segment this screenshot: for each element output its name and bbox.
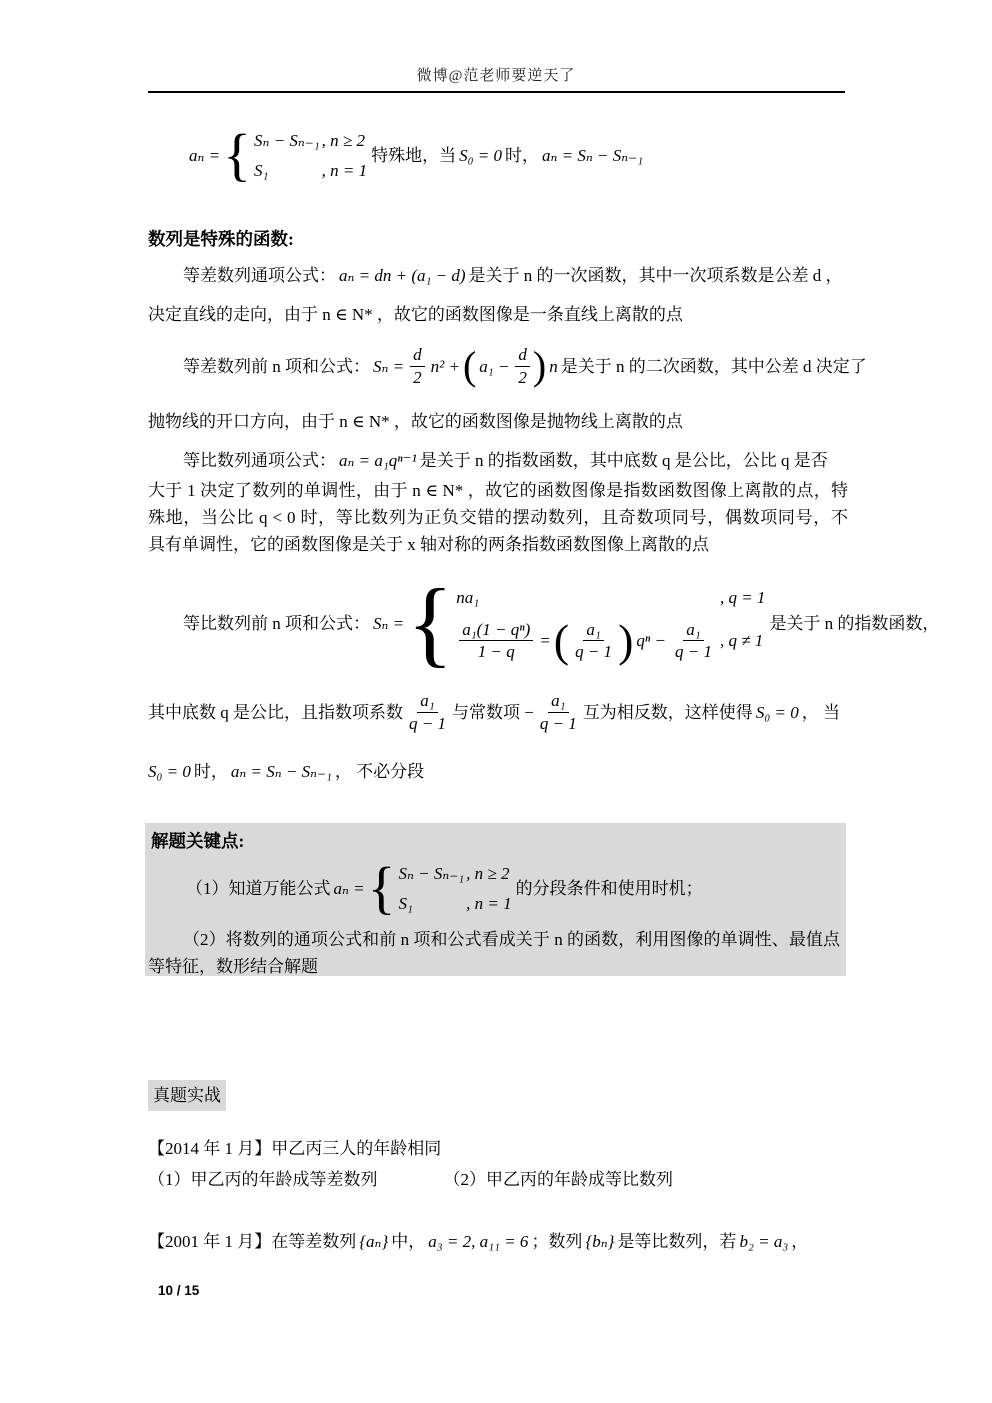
geo-sum-mid: qⁿ − bbox=[636, 631, 666, 650]
paragraph-text: 时， bbox=[193, 762, 228, 781]
page-number: 10 / 15 bbox=[158, 1283, 200, 1298]
fraction-denominator: q − 1 bbox=[674, 642, 712, 661]
geo-general-paragraph bbox=[148, 443, 848, 558]
case-cond: , q ≠ 1 bbox=[719, 631, 764, 650]
question-text: 是等比数列，若 bbox=[617, 1232, 737, 1251]
paragraph-text: 与常数项 − bbox=[451, 702, 534, 722]
key-point-item-1 bbox=[186, 855, 846, 921]
inline-math: a₃ = 2, a₁₁ = 6 bbox=[428, 1232, 529, 1251]
practice-section bbox=[148, 1080, 226, 1111]
inline-math: S₀ = 0 bbox=[148, 762, 191, 781]
geo-sum-conclusion-line bbox=[148, 758, 424, 785]
intro-formula-math: aₙ = Sₙ − Sₙ₋₁ bbox=[541, 145, 643, 165]
case-cond: , n ≥ 2 bbox=[321, 130, 365, 150]
fraction-numerator: a₁ bbox=[548, 690, 568, 712]
geo-general-line4: 具有单调性，它的函数图像是关于 x 轴对称的两条指数函数图像上离散的点 bbox=[148, 535, 709, 554]
question-text: 在等差数列 bbox=[271, 1232, 357, 1251]
intro-formula-cases bbox=[254, 127, 367, 184]
paragraph-text: 互为相反数，这样使得 bbox=[582, 702, 753, 722]
case-expr: Sₙ − Sₙ₋₁ bbox=[398, 863, 465, 883]
question-2001 bbox=[148, 1228, 808, 1255]
key-point-item-2: （2）将数列的通项公式和前 n 项和公式看成关于 n 的函数，利用图像的单调性、最值点等特征，数形结合解题 bbox=[148, 930, 840, 976]
right-paren-icon: ) bbox=[532, 343, 547, 388]
left-brace-icon: { bbox=[367, 855, 396, 921]
paragraph-text: 是关于 n 的二次函数，其中公差 d 决定了 bbox=[560, 356, 867, 376]
fraction-denominator: q − 1 bbox=[409, 713, 446, 733]
item-lead: （1）知道万能公式 bbox=[186, 878, 331, 898]
fraction-numerator: a₁ bbox=[683, 619, 703, 641]
fraction-numerator: d bbox=[410, 344, 425, 366]
fraction-denominator: q − 1 bbox=[575, 642, 613, 661]
arith-general-formula: aₙ = dn + (a₁ − d) bbox=[339, 265, 466, 285]
fraction bbox=[672, 619, 715, 663]
question-2014-options bbox=[148, 1166, 673, 1193]
paragraph-text: 是关于 n 的指数函数，其中底数 q 是公比，公比 q 是否 bbox=[419, 450, 828, 470]
question-text: ， bbox=[791, 1232, 809, 1251]
fraction-denominator: q − 1 bbox=[539, 713, 577, 733]
inline-math: {bₙ} bbox=[585, 1232, 615, 1251]
case-expr bbox=[456, 614, 718, 666]
arith-sum-lhs: Sₙ = bbox=[373, 356, 405, 376]
fraction-denominator: 2 bbox=[413, 367, 422, 387]
case-cond: , n = 1 bbox=[321, 160, 368, 180]
case-expr: na₁ bbox=[456, 587, 480, 607]
paragraph-lead: 等比数列通项公式： bbox=[183, 450, 336, 470]
left-brace-icon: { bbox=[407, 569, 454, 677]
geo-general-formula: aₙ = a₁qⁿ⁻¹ bbox=[339, 450, 417, 470]
case-expr: S₁ bbox=[253, 160, 269, 180]
arith-sum-line2: 抛物线的开口方向，由于 n ∈ N* ，故它的函数图像是抛物线上离散的点 bbox=[148, 412, 683, 431]
geo-general-line2: 大于 1 决定了数列的单调性，由于 n ∈ N* ，故它的函数图像是指数函数图像上离散的点，特 bbox=[148, 481, 848, 500]
fraction bbox=[572, 619, 615, 663]
keybox-cases bbox=[398, 860, 511, 917]
left-paren-icon: ( bbox=[462, 343, 477, 388]
intro-formula-text: 特殊地，当 bbox=[371, 145, 457, 165]
geo-sum-cases bbox=[456, 584, 766, 666]
key-points-box bbox=[145, 823, 846, 976]
inline-math: {aₙ} bbox=[359, 1232, 389, 1251]
geo-general-line1 bbox=[183, 443, 848, 477]
paragraph-text: ， 当 bbox=[801, 702, 840, 722]
fraction bbox=[406, 690, 449, 734]
geo-sum-lhs: Sₙ = bbox=[373, 613, 405, 633]
fraction-denominator: 1 − q bbox=[477, 642, 515, 661]
arith-general-line1 bbox=[183, 254, 843, 296]
intro-formula bbox=[186, 124, 646, 186]
option-2: （2）甲乙丙的年龄成等比数列 bbox=[443, 1170, 673, 1189]
arith-sum-mid: n² + bbox=[430, 356, 460, 376]
key-points-heading: 解题关键点: bbox=[151, 831, 245, 851]
arith-sum-line1 bbox=[183, 335, 867, 397]
geo-sum-explain-line bbox=[148, 684, 840, 740]
fraction bbox=[410, 344, 425, 388]
practice-label: 真题实战 bbox=[148, 1080, 226, 1111]
left-paren-icon: ( bbox=[553, 614, 570, 666]
fraction-denominator: 2 bbox=[518, 367, 527, 387]
paragraph-lead: 等比数列前 n 项和公式： bbox=[183, 613, 370, 633]
question-text: 中， bbox=[391, 1232, 426, 1251]
fraction bbox=[537, 690, 580, 734]
question-tag: 【2001 年 1 月】 bbox=[148, 1232, 272, 1251]
fraction-numerator: a₁ bbox=[583, 619, 603, 641]
paragraph-lead: 等差数列通项公式： bbox=[183, 265, 336, 285]
paragraph-text: 其中底数 q 是公比，且指数项系数 bbox=[148, 702, 403, 722]
inline-math: b₂ = a₃ bbox=[739, 1232, 789, 1251]
arith-general-line2: 决定直线的走向，由于 n ∈ N* ，故它的函数图像是一条直线上离散的点 bbox=[148, 305, 683, 324]
fraction-numerator: a₁ bbox=[417, 690, 437, 712]
case-cond: , n = 1 bbox=[466, 893, 512, 913]
fraction-numerator: d bbox=[515, 344, 530, 366]
inline-math: S₀ = 0 bbox=[755, 702, 799, 722]
arith-sum-inner: a₁ − bbox=[479, 356, 510, 376]
case-cond: , q = 1 bbox=[719, 587, 766, 607]
question-text: 甲乙丙三人的年龄相同 bbox=[271, 1139, 442, 1158]
fraction-numerator: a₁(1 − qⁿ) bbox=[459, 619, 533, 641]
inline-math: aₙ = Sₙ − Sₙ₋₁ bbox=[230, 762, 332, 781]
geo-sum-formula bbox=[183, 569, 940, 677]
fraction bbox=[515, 344, 530, 388]
case-expr: S₁ bbox=[398, 893, 413, 913]
intro-formula-lhs: aₙ = bbox=[189, 145, 221, 165]
case-expr: Sₙ − Sₙ₋₁ bbox=[253, 130, 320, 150]
right-paren-icon: ) bbox=[618, 614, 634, 666]
geo-general-line3: 殊地，当公比 q < 0 时，等比数列为正负交错的摆动数列，且奇数项同号，偶数项同号，不 bbox=[148, 508, 848, 527]
equals-sign: = bbox=[539, 631, 551, 650]
paragraph-lead: 等差数列前 n 项和公式： bbox=[183, 356, 370, 376]
item-tail: 的分段条件和使用时机； bbox=[515, 878, 703, 898]
case-cond: , n ≥ 2 bbox=[466, 863, 510, 883]
paragraph-text: 是关于 n 的一次函数，其中一次项系数是公差 d ， bbox=[468, 265, 843, 285]
left-brace-icon: { bbox=[223, 122, 251, 188]
header-title: 微博@范老师要逆天了 bbox=[416, 68, 576, 84]
question-text: ；数列 bbox=[531, 1232, 583, 1251]
geo-sum-tail: 是关于 n 的指数函数， bbox=[769, 613, 940, 633]
paragraph-text: ， 不必分段 bbox=[334, 762, 425, 781]
header-rule bbox=[148, 91, 845, 93]
intro-formula-text: 时， bbox=[504, 145, 539, 165]
intro-formula-math: S₀ = 0 bbox=[459, 145, 502, 165]
fraction bbox=[459, 619, 533, 663]
option-1: （1）甲乙丙的年龄成等差数列 bbox=[148, 1170, 378, 1189]
section-heading: 数列是特殊的函数: bbox=[148, 229, 294, 249]
question-2014 bbox=[148, 1135, 858, 1162]
arith-sum-nvar: n bbox=[549, 356, 558, 376]
question-tag: 【2014 年 1 月】 bbox=[148, 1139, 272, 1158]
item-formula-lhs: aₙ = bbox=[333, 878, 365, 898]
